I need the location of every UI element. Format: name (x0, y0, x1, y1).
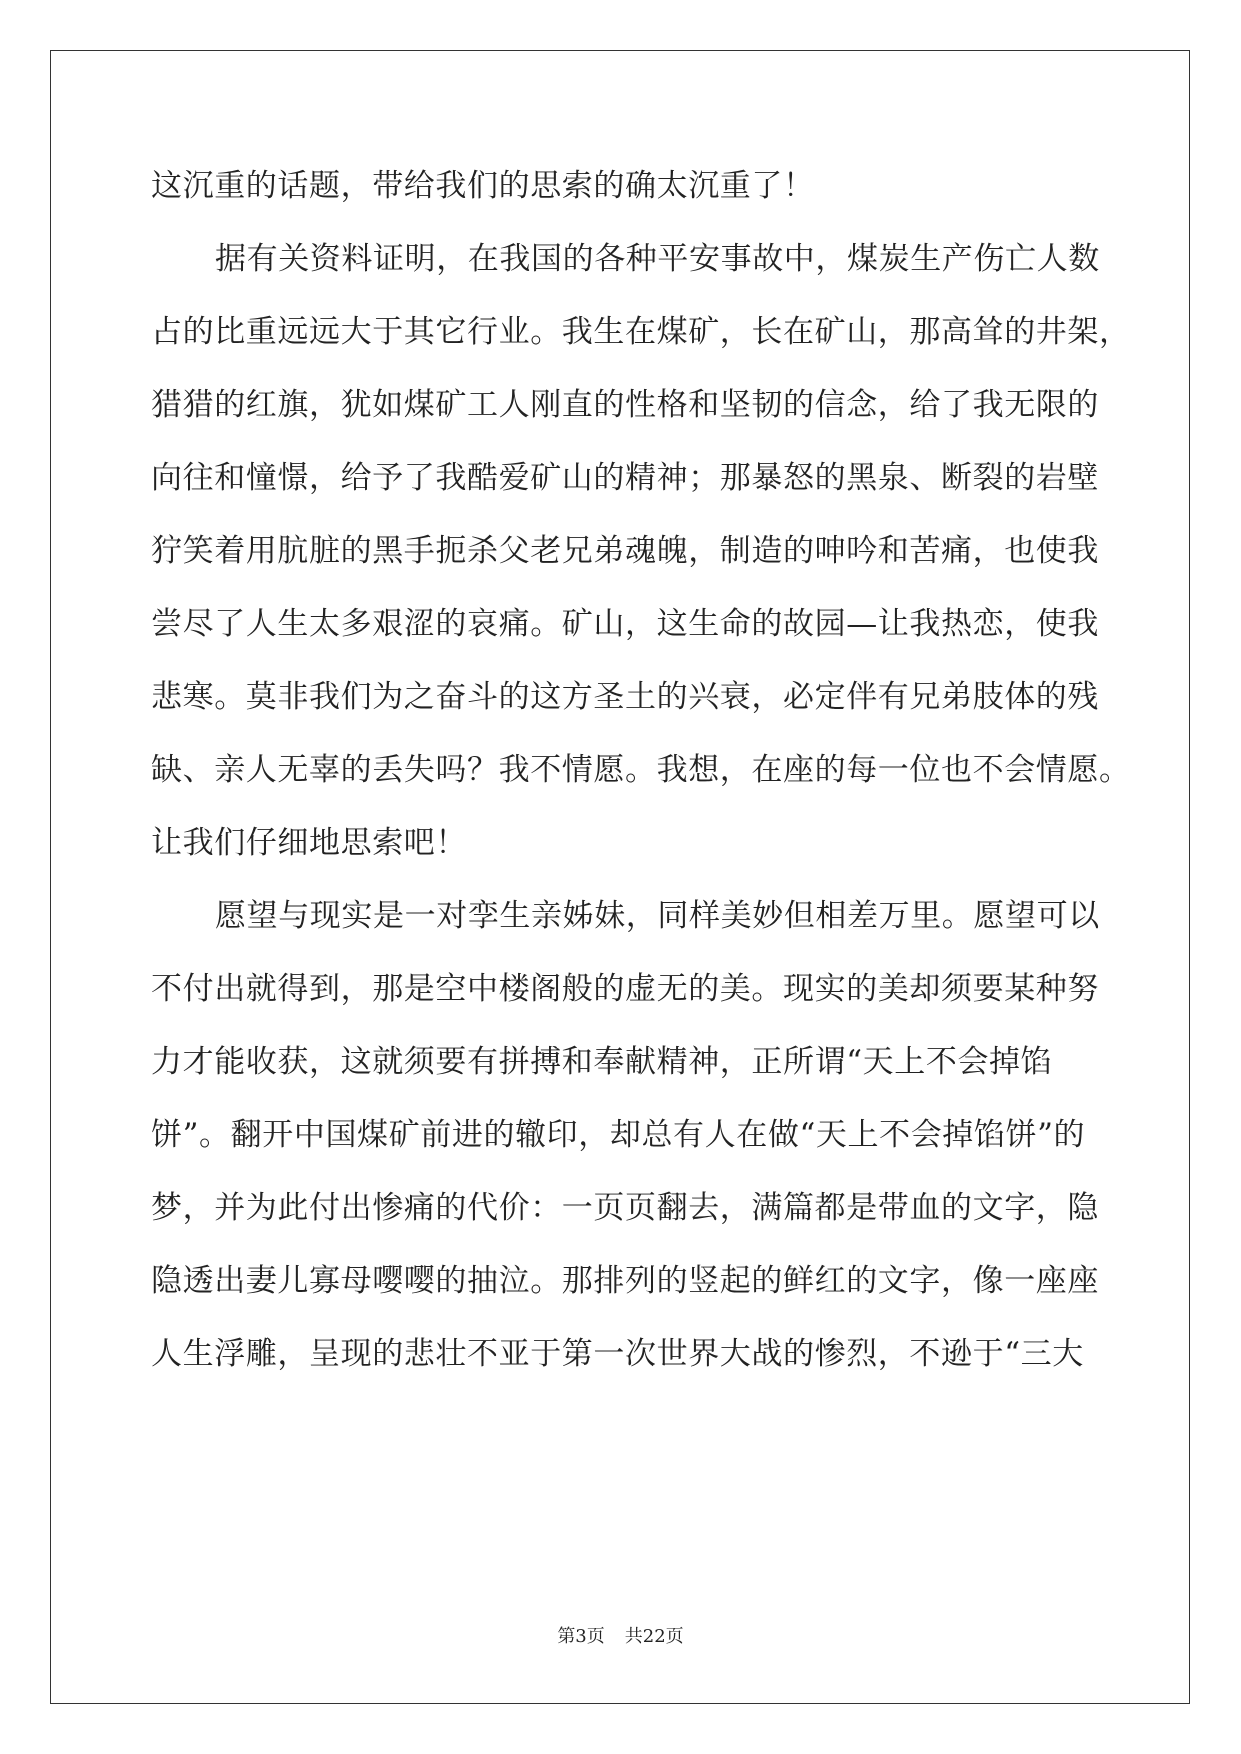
text-line: 力才能收获，这就须要有拼搏和奉献精神，正所谓“天上不会掉馅 (151, 1044, 1053, 1080)
text-line: 隐透出妻儿寡母嘤嘤的抽泣。那排列的竖起的鲜红的文字，像一座座 (151, 1263, 1099, 1299)
text-line: 人生浮雕，呈现的悲壮不亚于第一次世界大战的惨烈，不逊于“三大 (151, 1336, 1084, 1372)
page-number: 第3页 (557, 1626, 605, 1647)
text-line: 猎猎的红旗，犹如煤矿工人刚直的性格和坚韧的信念，给了我无限的 (151, 387, 1099, 423)
text-line: 悲寒。莫非我们为之奋斗的这方圣土的兴衰，必定伴有兄弟肢体的残 (151, 679, 1099, 715)
page-frame (50, 50, 1190, 1704)
text-line: 让我们仔细地思索吧！ (151, 825, 467, 861)
text-line: 这沉重的话题，带给我们的思索的确太沉重了！ (151, 168, 815, 204)
text-line: 占的比重远远大于其它行业。我生在煤矿，长在矿山，那高耸的井架， (151, 314, 1131, 350)
page-total: 共22页 (624, 1626, 684, 1647)
text-line: 狞笑着用肮脏的黑手扼杀父老兄弟魂魄，制造的呻吟和苦痛，也使我 (151, 533, 1099, 569)
page-footer (0, 1626, 1241, 1648)
text-line: 尝尽了人生太多艰涩的哀痛。矿山，这生命的故园—让我热恋，使我 (151, 606, 1099, 642)
text-line: 愿望与现实是一对孪生亲姊妹，同样美妙但相差万里。愿望可以 (215, 898, 1100, 934)
text-line: 据有关资料证明，在我国的各种平安事故中，煤炭生产伤亡人数 (215, 241, 1100, 277)
text-line: 不付出就得到，那是空中楼阁般的虚无的美。现实的美却须要某种努 (151, 971, 1099, 1007)
text-line: 饼”。翻开中国煤矿前进的辙印，却总有人在做“天上不会掉馅饼”的 (151, 1117, 1086, 1153)
text-line: 梦，并为此付出惨痛的代价：一页页翻去，满篇都是带血的文字，隐 (151, 1190, 1099, 1226)
text-line: 向往和憧憬，给予了我酷爱矿山的精神；那暴怒的黑泉、断裂的岩壁 (151, 460, 1099, 496)
text-line: 缺、亲人无辜的丢失吗？我不情愿。我想，在座的每一位也不会情愿。 (151, 752, 1131, 788)
